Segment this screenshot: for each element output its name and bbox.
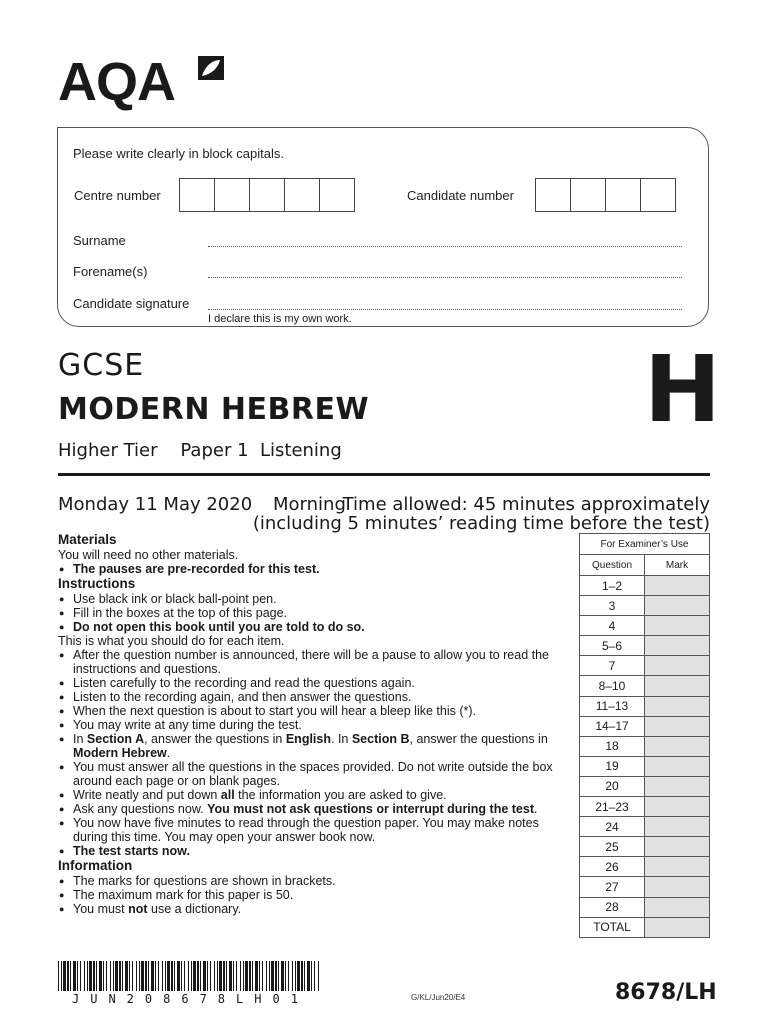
barcode-bar bbox=[262, 961, 263, 991]
block-capitals-instruction: Please write clearly in block capitals. bbox=[73, 146, 284, 161]
examiner-row bbox=[580, 576, 710, 596]
examiner-row bbox=[580, 776, 710, 796]
materials-bullet: The pauses are pre-recorded for this test. bbox=[73, 562, 320, 576]
question-number: 18 bbox=[580, 736, 645, 756]
barcode-bar bbox=[297, 961, 300, 991]
paper-number: Paper 1 bbox=[180, 440, 249, 461]
barcode-bar bbox=[301, 961, 303, 991]
mark-cell[interactable] bbox=[645, 676, 710, 696]
examiner-row bbox=[580, 596, 710, 616]
question-number: 1–2 bbox=[580, 576, 645, 596]
barcode-bar bbox=[285, 961, 286, 991]
barcode-bar bbox=[281, 961, 284, 991]
question-number: 3 bbox=[580, 596, 645, 616]
examiner-row bbox=[580, 716, 710, 736]
mark-cell[interactable] bbox=[645, 917, 710, 937]
instruction-item: ● Write neatly and put down all the information you are asked to give. bbox=[58, 788, 570, 802]
mark-cell[interactable] bbox=[645, 736, 710, 756]
mark-cell[interactable] bbox=[645, 596, 710, 616]
question-number: 21–23 bbox=[580, 797, 645, 817]
question-column-header: Question bbox=[580, 555, 645, 576]
barcode-bar bbox=[292, 961, 293, 991]
barcode-bar bbox=[70, 961, 71, 991]
barcode-bar bbox=[226, 961, 227, 991]
barcode-bar bbox=[145, 961, 147, 991]
barcode-bar bbox=[110, 961, 111, 991]
barcode-bar bbox=[119, 961, 121, 991]
barcode-bar bbox=[295, 961, 296, 991]
mark-cell[interactable] bbox=[645, 716, 710, 736]
instruction-item: ● Fill in the boxes at the top of this page. bbox=[58, 606, 570, 620]
examiner-row bbox=[580, 636, 710, 656]
barcode-bar bbox=[275, 961, 277, 991]
candidate-number-cell[interactable] bbox=[640, 178, 676, 212]
barcode-bar bbox=[203, 961, 206, 991]
barcode-bar bbox=[197, 961, 199, 991]
paper-reference: G/KL/Jun20/E4 bbox=[411, 993, 466, 1002]
barcode-bar bbox=[158, 961, 159, 991]
barcode-bar bbox=[132, 961, 133, 991]
barcode-bar bbox=[304, 961, 305, 991]
mark-cell[interactable] bbox=[645, 897, 710, 917]
mark-cell[interactable] bbox=[645, 616, 710, 636]
question-number: 26 bbox=[580, 857, 645, 877]
barcode-bar bbox=[89, 961, 92, 991]
examiner-row bbox=[580, 676, 710, 696]
examiner-table-title: For Examiner’s Use bbox=[580, 534, 710, 555]
candidate-number-label: Candidate number bbox=[407, 188, 514, 203]
instructions-heading: Instructions bbox=[58, 576, 136, 591]
mark-cell[interactable] bbox=[645, 776, 710, 796]
examiner-row bbox=[580, 696, 710, 716]
barcode-bar bbox=[314, 961, 315, 991]
barcode-bar bbox=[165, 961, 166, 991]
instruction-item: ● You may write at any time during the test. bbox=[58, 718, 570, 732]
barcode-bar bbox=[136, 961, 137, 991]
paper-code: 8678/LH bbox=[615, 980, 717, 1005]
exam-date: Monday 11 May 2020 bbox=[58, 494, 253, 515]
question-number: 27 bbox=[580, 877, 645, 897]
information-item: ● The maximum mark for this paper is 50. bbox=[58, 888, 570, 902]
question-number: 28 bbox=[580, 897, 645, 917]
centre-number-cell[interactable] bbox=[214, 178, 250, 212]
question-number: 20 bbox=[580, 776, 645, 796]
barcode bbox=[58, 961, 322, 991]
information-heading: Information bbox=[58, 858, 133, 873]
examiner-use-table bbox=[579, 533, 710, 938]
barcode-bar bbox=[278, 961, 279, 991]
reading-time-note: (including 5 minutes’ reading time before the test) bbox=[252, 513, 710, 534]
barcode-bar bbox=[63, 961, 66, 991]
barcode-bar bbox=[191, 961, 192, 991]
information-item: ● The marks for questions are shown in brackets. bbox=[58, 874, 570, 888]
tier-name: Higher Tier bbox=[58, 440, 158, 461]
barcode-bar bbox=[181, 961, 182, 991]
barcode-bar bbox=[174, 961, 175, 991]
question-number: 8–10 bbox=[580, 676, 645, 696]
instruction-item: ● You now have five minutes to read through the question paper. You may make notes during this time. You may open your answer book now. bbox=[58, 816, 570, 844]
instruction-item: ● You must answer all the questions in the spaces provided. Do not write outside the box around each page or on blank pages. bbox=[58, 760, 570, 788]
barcode-bar bbox=[200, 961, 201, 991]
mark-column-header: Mark bbox=[645, 555, 710, 576]
paper-component: Listening bbox=[259, 440, 342, 461]
aqa-logo bbox=[58, 52, 228, 112]
barcode-bar bbox=[217, 961, 218, 991]
instruction-item: Do not open this book until you are told to do so. bbox=[73, 620, 365, 634]
barcode-bar bbox=[236, 961, 237, 991]
barcode-bar bbox=[96, 961, 97, 991]
barcode-bar bbox=[93, 961, 95, 991]
barcode-bar bbox=[151, 961, 154, 991]
instructions-column bbox=[58, 532, 570, 916]
centre-number-label: Centre number bbox=[74, 188, 161, 203]
declaration-text: I declare this is my own work. bbox=[208, 313, 352, 325]
question-number: TOTAL bbox=[580, 917, 645, 937]
barcode-bar bbox=[210, 961, 211, 991]
barcode-bar bbox=[240, 961, 241, 991]
examiner-row bbox=[580, 857, 710, 877]
examiner-row bbox=[580, 917, 710, 937]
instruction-item: ● When the next question is about to start you will hear a bleep like this (*). bbox=[58, 704, 570, 718]
paper-details bbox=[58, 440, 342, 461]
question-number: 4 bbox=[580, 616, 645, 636]
examiner-row bbox=[580, 817, 710, 837]
barcode-text: JUN208678LH01 bbox=[72, 992, 309, 1006]
question-number: 5–6 bbox=[580, 636, 645, 656]
candidate-number-cell[interactable] bbox=[570, 178, 606, 212]
mark-cell[interactable] bbox=[645, 857, 710, 877]
mark-cell[interactable] bbox=[645, 656, 710, 676]
examiner-row bbox=[580, 797, 710, 817]
barcode-bar bbox=[61, 961, 62, 991]
barcode-bar bbox=[188, 961, 189, 991]
barcode-bar bbox=[184, 961, 185, 991]
mark-cell[interactable] bbox=[645, 576, 710, 596]
barcode-bar bbox=[115, 961, 118, 991]
materials-heading: Materials bbox=[58, 532, 117, 547]
candidate-number-cell[interactable] bbox=[535, 178, 571, 212]
barcode-bar bbox=[255, 961, 258, 991]
forenames-field[interactable] bbox=[208, 276, 682, 278]
barcode-bar bbox=[219, 961, 222, 991]
centre-number-cell[interactable] bbox=[179, 178, 215, 212]
candidate-number-cell[interactable] bbox=[605, 178, 641, 212]
examiner-row bbox=[580, 877, 710, 897]
mark-cell[interactable] bbox=[645, 817, 710, 837]
barcode-bar bbox=[193, 961, 196, 991]
surname-field[interactable] bbox=[208, 245, 682, 247]
question-number: 14–17 bbox=[580, 716, 645, 736]
question-number: 19 bbox=[580, 756, 645, 776]
barcode-bar bbox=[171, 961, 173, 991]
examiner-row bbox=[580, 837, 710, 857]
centre-number-boxes[interactable] bbox=[180, 178, 355, 212]
barcode-bar bbox=[311, 961, 312, 991]
candidate-details-box bbox=[57, 127, 709, 327]
tier-letter: H bbox=[644, 336, 721, 443]
barcode-bar bbox=[155, 961, 156, 991]
barcode-bar bbox=[271, 961, 274, 991]
question-number: 11–13 bbox=[580, 696, 645, 716]
barcode-bar bbox=[229, 961, 232, 991]
barcode-bar bbox=[139, 961, 140, 991]
barcode-bar bbox=[223, 961, 225, 991]
barcode-bar bbox=[245, 961, 248, 991]
question-number: 25 bbox=[580, 837, 645, 857]
examiner-row bbox=[580, 897, 710, 917]
instruction-item: ● Listen carefully to the recording and read the questions again. bbox=[58, 676, 570, 690]
centre-number-cell[interactable] bbox=[319, 178, 355, 212]
surname-label: Surname bbox=[73, 233, 126, 248]
barcode-bar bbox=[103, 961, 104, 991]
barcode-bar bbox=[58, 961, 59, 991]
instruction-item: ● Ask any questions now. You must not ask questions or interrupt during the test. bbox=[58, 802, 570, 816]
leaf-icon bbox=[196, 54, 226, 82]
barcode-bar bbox=[249, 961, 251, 991]
examiner-row bbox=[580, 656, 710, 676]
question-number: 24 bbox=[580, 817, 645, 837]
barcode-bar bbox=[113, 961, 114, 991]
question-number: 7 bbox=[580, 656, 645, 676]
barcode-bar bbox=[141, 961, 144, 991]
barcode-bar bbox=[233, 961, 234, 991]
mark-cell[interactable] bbox=[645, 756, 710, 776]
mark-cell[interactable] bbox=[645, 877, 710, 897]
instruction-item: ● In Section A, answer the questions in English. In Section B, answer the questions in Modern Hebrew. bbox=[58, 732, 570, 760]
examiner-row bbox=[580, 756, 710, 776]
barcode-bar bbox=[125, 961, 128, 991]
materials-text: You will need no other materials. bbox=[58, 548, 239, 562]
examiner-row bbox=[580, 736, 710, 756]
signature-field[interactable] bbox=[208, 308, 682, 310]
title-rule bbox=[58, 473, 710, 476]
barcode-bar bbox=[77, 961, 78, 991]
barcode-bar bbox=[67, 961, 69, 991]
barcode-bar bbox=[167, 961, 170, 991]
candidate-number-boxes[interactable] bbox=[536, 178, 676, 212]
instruction-item: ● Listen to the recording again, and then answer the questions. bbox=[58, 690, 570, 704]
exam-session: Morning bbox=[273, 494, 346, 515]
barcode-bar bbox=[177, 961, 180, 991]
barcode-bar bbox=[243, 961, 244, 991]
barcode-bar bbox=[266, 961, 267, 991]
barcode-bar bbox=[87, 961, 88, 991]
barcode-bar bbox=[73, 961, 76, 991]
instruction-item: The test starts now. bbox=[73, 844, 190, 858]
barcode-bar bbox=[259, 961, 260, 991]
barcode-bar bbox=[122, 961, 123, 991]
barcode-bar bbox=[269, 961, 270, 991]
information-item: ● You must not use a dictionary. bbox=[58, 902, 570, 916]
mark-cell[interactable] bbox=[645, 636, 710, 656]
barcode-bar bbox=[148, 961, 149, 991]
barcode-bar bbox=[307, 961, 310, 991]
barcode-bar bbox=[318, 961, 319, 991]
logo-text: AQA bbox=[58, 52, 175, 112]
time-allowed: Time allowed: 45 minutes approximately bbox=[342, 494, 710, 515]
instruction-item: ● Use black ink or black ball-point pen. bbox=[58, 592, 570, 606]
barcode-bar bbox=[99, 961, 102, 991]
centre-number-cell[interactable] bbox=[284, 178, 320, 212]
forenames-label: Forename(s) bbox=[73, 264, 148, 279]
barcode-bar bbox=[129, 961, 130, 991]
barcode-bar bbox=[252, 961, 253, 991]
subject-title: MODERN HEBREW bbox=[58, 392, 370, 427]
instruction-item: ● After the question number is announced, there will be a pause to allow you to read the instructions and questions. bbox=[58, 648, 570, 676]
mark-cell[interactable] bbox=[645, 696, 710, 716]
qualification-title: GCSE bbox=[58, 348, 145, 383]
mark-cell[interactable] bbox=[645, 797, 710, 817]
barcode-bar bbox=[84, 961, 85, 991]
barcode-bar bbox=[214, 961, 215, 991]
signature-label: Candidate signature bbox=[73, 296, 190, 311]
examiner-row bbox=[580, 616, 710, 636]
barcode-bar bbox=[106, 961, 107, 991]
mark-cell[interactable] bbox=[645, 837, 710, 857]
barcode-bar bbox=[288, 961, 289, 991]
barcode-bar bbox=[162, 961, 163, 991]
instructions-intro: This is what you should do for each item. bbox=[58, 634, 285, 648]
barcode-bar bbox=[207, 961, 208, 991]
centre-number-cell[interactable] bbox=[249, 178, 285, 212]
barcode-bar bbox=[80, 961, 81, 991]
